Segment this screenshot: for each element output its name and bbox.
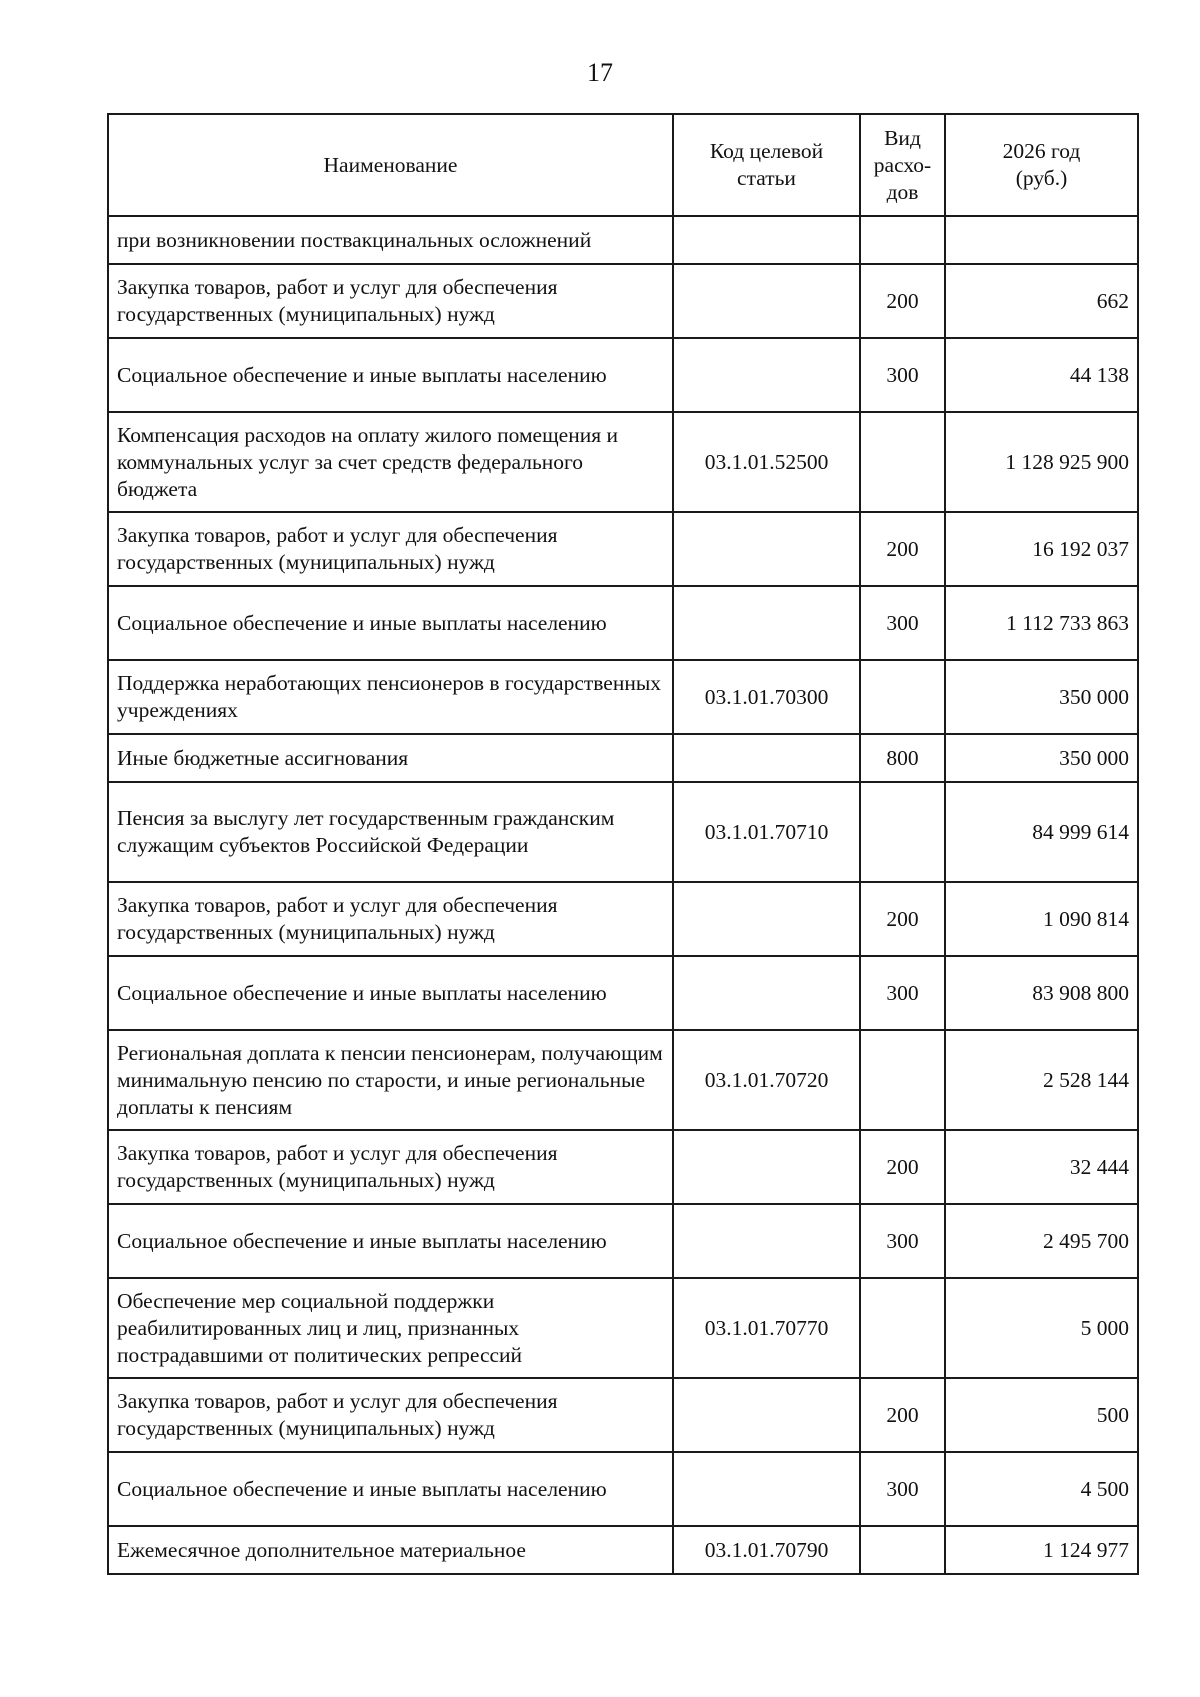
table-row [108, 338, 1138, 412]
row-kind: 200 [860, 512, 945, 586]
row-amount: 16 192 037 [945, 512, 1138, 586]
row-kind [860, 1278, 945, 1378]
row-code [673, 338, 860, 412]
table-row [108, 412, 1138, 512]
row-amount: 350 000 [945, 734, 1138, 782]
table-row [108, 1378, 1138, 1452]
table-row [108, 512, 1138, 586]
row-kind: 300 [860, 1452, 945, 1526]
row-name: Социальное обеспечение и иные выплаты населению [108, 338, 673, 412]
row-kind [860, 1030, 945, 1130]
row-code: 03.1.01.70720 [673, 1030, 860, 1130]
table-row [108, 586, 1138, 660]
row-name: Пенсия за выслугу лет государственным гражданским служащим субъектов Российской Федерации [108, 782, 673, 882]
table-row [108, 782, 1138, 882]
row-amount: 44 138 [945, 338, 1138, 412]
row-kind: 200 [860, 1378, 945, 1452]
row-code [673, 1204, 860, 1278]
row-name: при возникновении поствакцинальных осложнений [108, 216, 673, 264]
row-kind: 300 [860, 1204, 945, 1278]
row-code [673, 216, 860, 264]
row-amount [945, 216, 1138, 264]
row-code [673, 956, 860, 1030]
row-amount: 32 444 [945, 1130, 1138, 1204]
row-kind [860, 782, 945, 882]
table-row [108, 1204, 1138, 1278]
row-amount: 1 128 925 900 [945, 412, 1138, 512]
row-amount: 2 495 700 [945, 1204, 1138, 1278]
row-name: Закупка товаров, работ и услуг для обеспечения государственных (муниципальных) нужд [108, 882, 673, 956]
header-amount: 2026 год (руб.) [945, 114, 1138, 216]
row-code [673, 734, 860, 782]
row-amount: 350 000 [945, 660, 1138, 734]
row-name: Закупка товаров, работ и услуг для обеспечения государственных (муниципальных) нужд [108, 512, 673, 586]
row-name: Социальное обеспечение и иные выплаты населению [108, 1452, 673, 1526]
row-code: 03.1.01.70300 [673, 660, 860, 734]
row-name: Закупка товаров, работ и услуг для обеспечения государственных (муниципальных) нужд [108, 1378, 673, 1452]
header-kind: Вид расхо- дов [860, 114, 945, 216]
row-kind: 800 [860, 734, 945, 782]
row-code [673, 1452, 860, 1526]
table-row [108, 1030, 1138, 1130]
row-amount: 2 528 144 [945, 1030, 1138, 1130]
row-code [673, 1378, 860, 1452]
row-kind: 300 [860, 338, 945, 412]
row-code [673, 586, 860, 660]
row-amount: 1 124 977 [945, 1526, 1138, 1574]
table-row [108, 1278, 1138, 1378]
row-name: Закупка товаров, работ и услуг для обеспечения государственных (муниципальных) нужд [108, 1130, 673, 1204]
row-amount: 5 000 [945, 1278, 1138, 1378]
row-name: Ежемесячное дополнительное материальное [108, 1526, 673, 1574]
row-code [673, 882, 860, 956]
page-number: 17 [587, 58, 613, 87]
row-code: 03.1.01.70770 [673, 1278, 860, 1378]
table-row [108, 1452, 1138, 1526]
row-kind [860, 1526, 945, 1574]
header-name: Наименование [108, 114, 673, 216]
row-amount: 500 [945, 1378, 1138, 1452]
table-row [108, 734, 1138, 782]
row-name: Региональная доплата к пенсии пенсионерам, получающим минимальную пенсию по старости, и иные региональные доплаты к пенсиям [108, 1030, 673, 1130]
row-name: Обеспечение мер социальной поддержки реабилитированных лиц и лиц, признанных пострадавшими от политических репрессий [108, 1278, 673, 1378]
row-kind [860, 660, 945, 734]
row-amount: 4 500 [945, 1452, 1138, 1526]
row-kind [860, 216, 945, 264]
row-code: 03.1.01.70710 [673, 782, 860, 882]
table-row [108, 882, 1138, 956]
row-amount: 84 999 614 [945, 782, 1138, 882]
row-kind [860, 412, 945, 512]
row-amount: 1 112 733 863 [945, 586, 1138, 660]
table-header-row [108, 114, 1138, 216]
row-name: Социальное обеспечение и иные выплаты населению [108, 1204, 673, 1278]
row-kind: 200 [860, 882, 945, 956]
row-code: 03.1.01.70790 [673, 1526, 860, 1574]
row-code [673, 1130, 860, 1204]
table-row [108, 216, 1138, 264]
row-amount: 83 908 800 [945, 956, 1138, 1030]
row-kind: 300 [860, 586, 945, 660]
row-name: Социальное обеспечение и иные выплаты населению [108, 586, 673, 660]
table-row [108, 264, 1138, 338]
table-row [108, 660, 1138, 734]
table-row [108, 956, 1138, 1030]
row-kind: 200 [860, 1130, 945, 1204]
row-amount: 1 090 814 [945, 882, 1138, 956]
row-kind: 300 [860, 956, 945, 1030]
table-row [108, 1130, 1138, 1204]
row-name: Закупка товаров, работ и услуг для обеспечения государственных (муниципальных) нужд [108, 264, 673, 338]
row-name: Поддержка неработающих пенсионеров в государственных учреждениях [108, 660, 673, 734]
row-name: Компенсация расходов на оплату жилого помещения и коммунальных услуг за счет средств федерального бюджета [108, 412, 673, 512]
table-row [108, 1526, 1138, 1574]
row-code: 03.1.01.52500 [673, 412, 860, 512]
header-code: Код целевой статьи [673, 114, 860, 216]
row-kind: 200 [860, 264, 945, 338]
budget-table [107, 113, 1139, 1575]
row-amount: 662 [945, 264, 1138, 338]
row-name: Социальное обеспечение и иные выплаты населению [108, 956, 673, 1030]
row-name: Иные бюджетные ассигнования [108, 734, 673, 782]
row-code [673, 512, 860, 586]
row-code [673, 264, 860, 338]
